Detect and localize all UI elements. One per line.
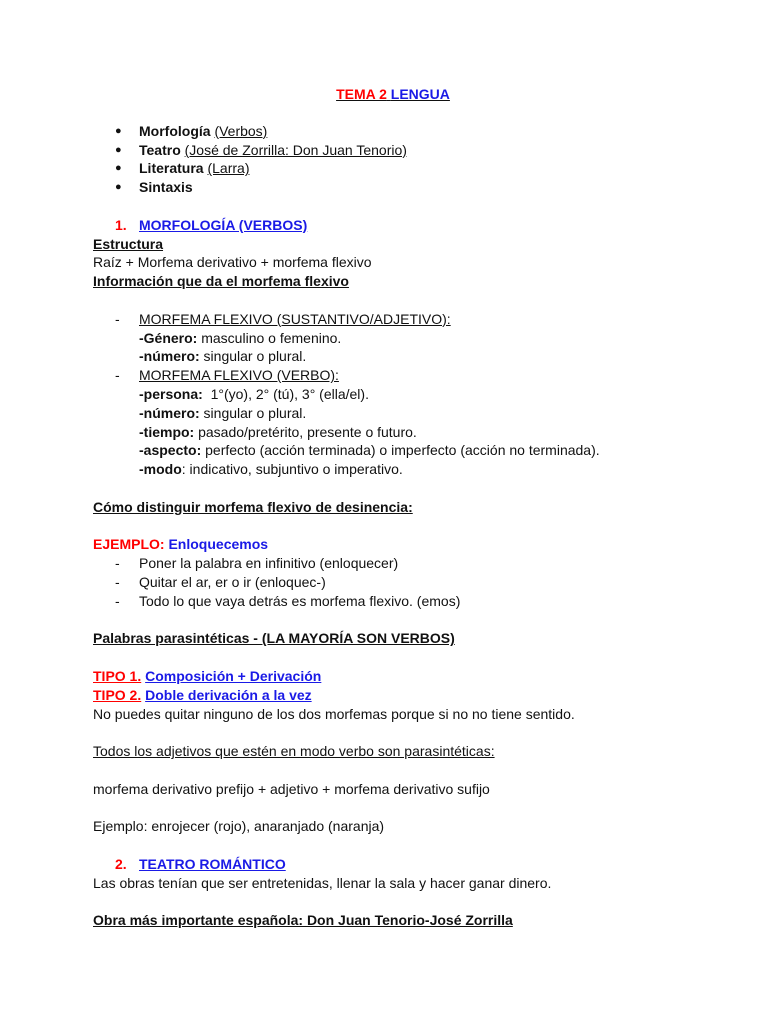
list-item: ● Teatro (José de Zorrilla: Don Juan Tenorio) xyxy=(93,141,693,160)
list-item: -número: singular o plural. xyxy=(139,404,307,421)
tipo-1: TIPO 1. Composición + Derivación xyxy=(93,667,322,684)
tipo-2: TIPO 2. Doble derivación a la vez xyxy=(93,686,312,703)
estructura-text: Raíz + Morfema derivativo + morfema flexivo xyxy=(93,254,372,271)
list-item: -Género: masculino o femenino. xyxy=(139,329,342,346)
title-tema: TEMA 2 xyxy=(336,86,387,102)
list-item: - Poner la palabra en infinitivo (enloquecer) xyxy=(93,554,693,573)
list-item: - MORFEMA FLEXIVO (SUSTANTIVO/ADJETIVO): xyxy=(93,310,693,329)
list-item: -número: singular o plural. xyxy=(139,348,307,365)
topic-list xyxy=(93,122,693,197)
info-label: Información que da el morfema flexivo xyxy=(93,273,349,290)
ejemplo-2: Ejemplo: enrojecer (rojo), anaranjado (naranja) xyxy=(93,818,385,835)
adjetivos-note: Todos los adjetivos que estén en modo verbo son parasintéticas: xyxy=(93,743,495,760)
list-item: -tiempo: pasado/pretérito, presente o futuro. xyxy=(139,423,417,440)
list-item: -persona: 1°(yo), 2° (tú), 3° (ella/el). xyxy=(139,385,369,402)
list-item: ● Sintaxis xyxy=(93,178,693,197)
list-item: - Quitar el ar, er o ir (enloquec-) xyxy=(93,573,693,592)
section-2-text: Las obras tenían que ser entretenidas, llenar la sala y hacer ganar dinero. xyxy=(93,874,552,891)
obra-heading: Obra más importante española: Don Juan Tenorio-José Zorrilla xyxy=(93,912,513,929)
list-item: -modo: indicativo, subjuntivo o imperativo. xyxy=(139,461,403,478)
steps-list xyxy=(93,554,693,610)
distinguir-heading: Cómo distinguir morfema flexivo de desinencia: xyxy=(93,498,413,515)
parasinteticas-heading: Palabras parasintéticas - (LA MAYORÍA SON VERBOS) xyxy=(93,630,455,647)
title-lengua: LENGUA xyxy=(390,86,450,102)
document-page xyxy=(93,85,693,930)
list-item: - MORFEMA FLEXIVO (VERBO): xyxy=(93,366,693,385)
list-item: - Todo lo que vaya detrás es morfema flexivo. (emos) xyxy=(93,592,693,611)
section-2-heading: 2. TEATRO ROMÁNTICO xyxy=(115,855,286,872)
list-item: ● Morfología (Verbos) xyxy=(93,122,693,141)
tipo-note: No puedes quitar ninguno de los dos morfemas porque si no no tiene sentido. xyxy=(93,705,575,722)
document-title xyxy=(93,85,693,104)
ejemplo-line: EJEMPLO: Enloquecemos xyxy=(93,536,269,553)
formula-text: morfema derivativo prefijo + adjetivo + morfema derivativo sufijo xyxy=(93,780,490,797)
morfema-group-list xyxy=(93,310,693,329)
list-item: -aspecto: perfecto (acción terminada) o imperfecto (acción no terminada). xyxy=(139,442,600,459)
estructura-label: Estructura xyxy=(93,235,164,252)
section-1-heading: 1. MORFOLOGÍA (VERBOS) xyxy=(115,216,308,233)
list-item: ● Literatura (Larra) xyxy=(93,159,693,178)
